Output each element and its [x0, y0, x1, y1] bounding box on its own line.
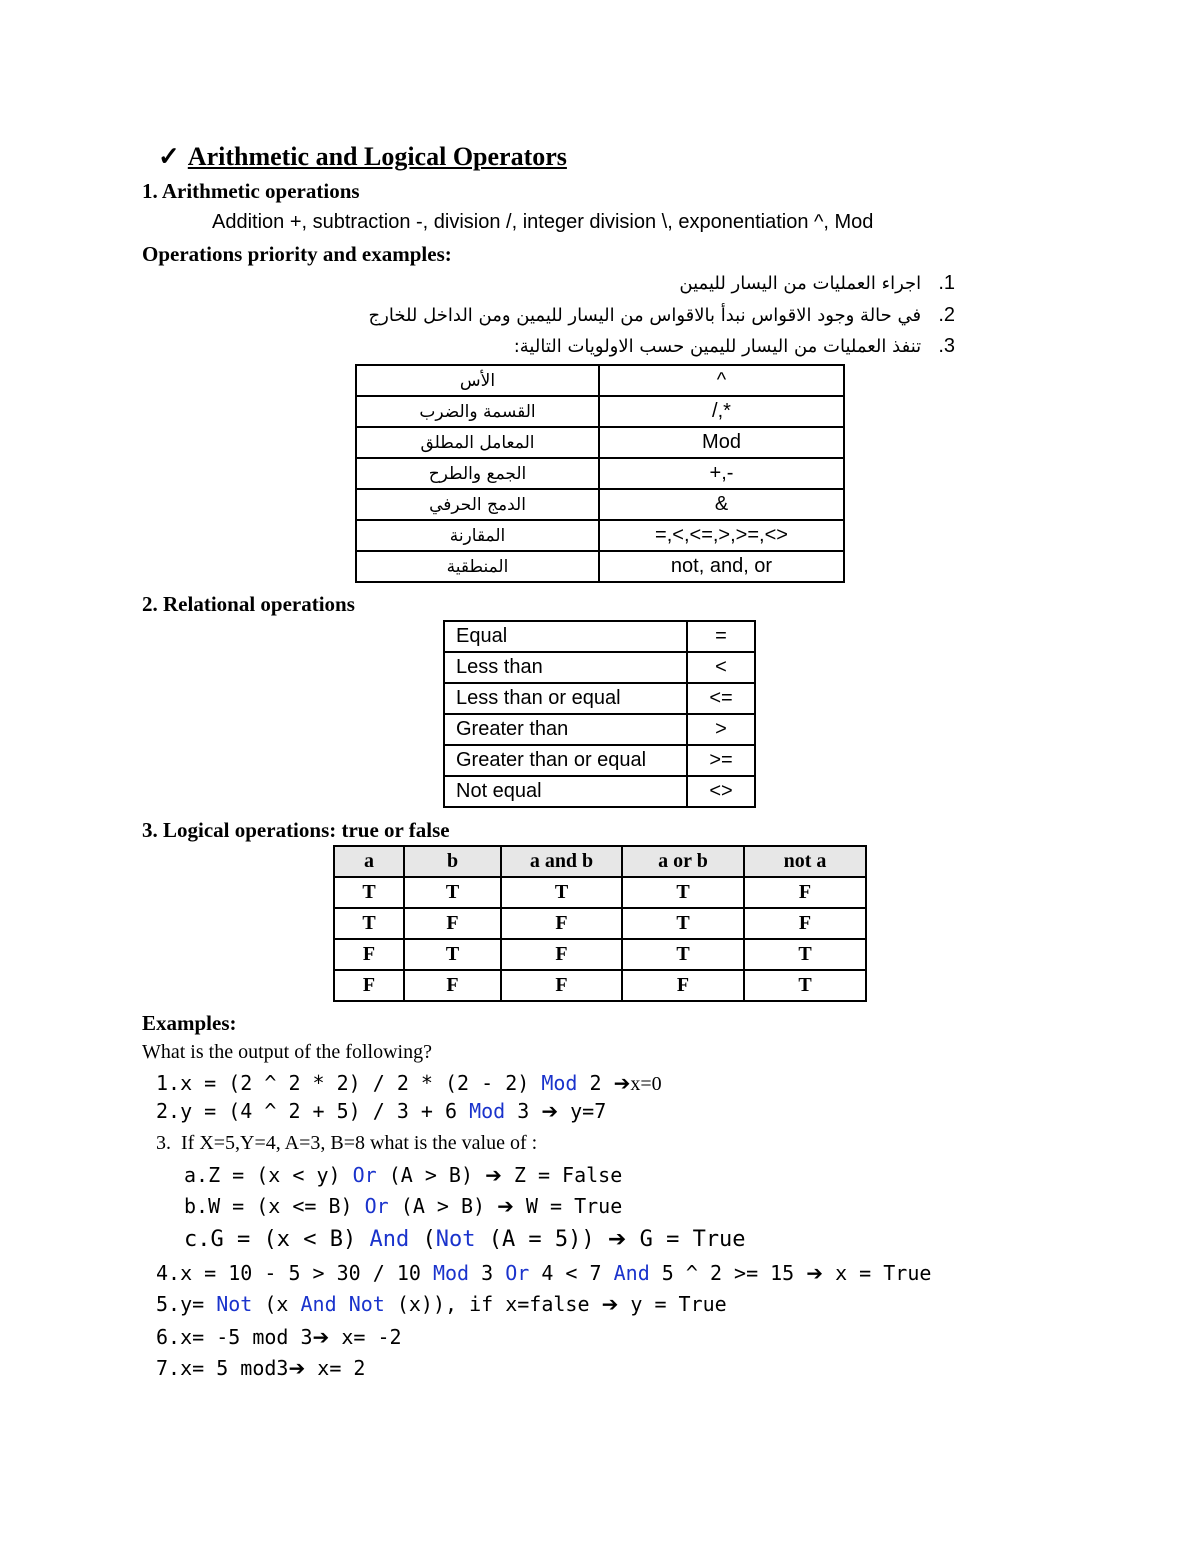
- example-6: 6.x= -5 mod 3➔ x= -2: [156, 1325, 402, 1349]
- truth-header-cell: a or b: [622, 846, 744, 877]
- example-2: 2.y = (4 ^ 2 + 5) / 3 + 6 Mod 3 ➔ y=7: [156, 1099, 607, 1123]
- truth-cell: F: [334, 970, 404, 1001]
- page-title-text: Arithmetic and Logical Operators: [187, 142, 567, 171]
- examples-question: What is the output of the following?: [142, 1041, 432, 1063]
- arrow-icon: ➔: [541, 1099, 559, 1123]
- arrow-icon: ➔: [288, 1356, 306, 1380]
- arabic-rule-1-text: اجراء العمليات من اليسار لليمين: [679, 273, 922, 294]
- checkmark-icon: ✓: [158, 142, 180, 171]
- table-row: [334, 939, 866, 970]
- table-row: [356, 458, 844, 489]
- priority-ar-cell: القسمة والضرب: [356, 396, 599, 427]
- priority-sym-cell: =,<,<=,>,>=,<>: [599, 520, 844, 551]
- section3-heading: 3. Logical operations: true or false: [142, 818, 450, 842]
- truth-cell: F: [744, 877, 866, 908]
- priority-ar-cell: الجمع والطرح: [356, 458, 599, 489]
- arabic-rule-2-text: في حالة وجود الاقواس نبدأ بالاقواس من اليسار لليمين ومن الداخل للخارج: [368, 305, 922, 326]
- example-3c: c.G = (x < B) And (Not (A = 5)) ➔ G = True: [184, 1227, 746, 1252]
- arrow-icon: ➔: [312, 1325, 330, 1349]
- priority-sym-cell: ^: [599, 365, 844, 396]
- priority-sym-cell: Mod: [599, 427, 844, 458]
- arrow-icon: ➔: [607, 1227, 627, 1252]
- arabic-rule-3: 3. تنفذ العمليات من اليسار لليمين حسب الاولويات التالية:: [513, 335, 955, 357]
- table-row: [356, 396, 844, 427]
- priority-sym-cell: +,-: [599, 458, 844, 489]
- truth-cell: T: [622, 877, 744, 908]
- truth-cell: F: [501, 970, 622, 1001]
- truth-header-cell: a: [334, 846, 404, 877]
- arrow-icon: ➔: [613, 1071, 631, 1095]
- example-1: 1.x = (2 ^ 2 * 2) / 2 * (2 - 2) Mod 2 ➔x=0: [156, 1071, 662, 1095]
- priority-ar-cell: الأس: [356, 365, 599, 396]
- truth-cell: T: [334, 908, 404, 939]
- priority-ar-cell: المعامل المطلق: [356, 427, 599, 458]
- examples-heading: Examples:: [142, 1011, 237, 1035]
- table-row: [356, 365, 844, 396]
- priority-heading: Operations priority and examples:: [142, 242, 452, 266]
- arrow-icon: ➔: [806, 1261, 824, 1285]
- priority-ar-cell: المنطقية: [356, 551, 599, 582]
- truth-cell: T: [404, 939, 501, 970]
- section2-heading: 2. Relational operations: [142, 592, 355, 616]
- truth-table: [333, 845, 867, 1002]
- arrow-icon: ➔: [497, 1194, 514, 1218]
- table-row: [356, 427, 844, 458]
- relational-sym-cell: >: [687, 714, 755, 745]
- truth-cell: T: [404, 877, 501, 908]
- table-header-row: [334, 846, 866, 877]
- page-title: [158, 142, 567, 172]
- table-row: [356, 551, 844, 582]
- priority-ar-cell: الدمج الحرفي: [356, 489, 599, 520]
- relational-sym-cell: <: [687, 652, 755, 683]
- table-row: [334, 908, 866, 939]
- truth-cell: F: [404, 970, 501, 1001]
- truth-cell: T: [501, 877, 622, 908]
- arithmetic-operators-line: Addition +, subtraction -, division /, integer division \, exponentiation ^, Mod: [212, 211, 874, 233]
- example-3a: a.Z = (x < y) Or (A > B) ➔ Z = False: [184, 1163, 623, 1187]
- example-3: 3. If X=5,Y=4, A=3, B=8 what is the value of :: [156, 1132, 538, 1154]
- section1-heading: 1. Arithmetic operations: [142, 179, 360, 203]
- arabic-rule-3-text: تنفذ العمليات من اليسار لليمين حسب الاولويات التالية:: [513, 336, 922, 357]
- truth-cell: T: [744, 939, 866, 970]
- truth-cell: F: [622, 970, 744, 1001]
- table-row: [444, 683, 755, 714]
- truth-cell: F: [501, 908, 622, 939]
- table-row: [334, 877, 866, 908]
- relational-sym-cell: <>: [687, 776, 755, 807]
- table-row: [444, 776, 755, 807]
- relational-sym-cell: =: [687, 621, 755, 652]
- arrow-icon: ➔: [601, 1292, 619, 1316]
- relational-sym-cell: >=: [687, 745, 755, 776]
- table-row: [444, 621, 755, 652]
- relational-name-cell: Not equal: [444, 776, 687, 807]
- truth-header-cell: b: [404, 846, 501, 877]
- priority-table: [355, 364, 845, 583]
- arabic-rule-1: 1. اجراء العمليات من اليسار لليمين: [679, 272, 955, 294]
- table-row: [444, 652, 755, 683]
- example-3b: b.W = (x <= B) Or (A > B) ➔ W = True: [184, 1194, 623, 1218]
- priority-ar-cell: المقارنة: [356, 520, 599, 551]
- table-row: [444, 714, 755, 745]
- relational-sym-cell: <=: [687, 683, 755, 714]
- truth-cell: T: [622, 908, 744, 939]
- truth-cell: F: [404, 908, 501, 939]
- truth-cell: F: [744, 908, 866, 939]
- priority-sym-cell: /,*: [599, 396, 844, 427]
- truth-cell: T: [744, 970, 866, 1001]
- relational-name-cell: Greater than: [444, 714, 687, 745]
- relational-name-cell: Greater than or equal: [444, 745, 687, 776]
- table-row: [356, 520, 844, 551]
- table-row: [334, 970, 866, 1001]
- relational-name-cell: Less than or equal: [444, 683, 687, 714]
- table-row: [356, 489, 844, 520]
- truth-cell: T: [334, 877, 404, 908]
- truth-header-cell: not a: [744, 846, 866, 877]
- truth-cell: F: [334, 939, 404, 970]
- relational-name-cell: Less than: [444, 652, 687, 683]
- truth-cell: F: [501, 939, 622, 970]
- relational-name-cell: Equal: [444, 621, 687, 652]
- example-5: 5.y= Not (x And Not (x)), if x=false ➔ y = True: [156, 1292, 727, 1316]
- priority-sym-cell: not, and, or: [599, 551, 844, 582]
- example-7: 7.x= 5 mod3➔ x= 2: [156, 1356, 366, 1380]
- table-row: [444, 745, 755, 776]
- arrow-icon: ➔: [485, 1163, 502, 1187]
- priority-sym-cell: &: [599, 489, 844, 520]
- example-4: 4.x = 10 - 5 > 30 / 10 Mod 3 Or 4 < 7 And 5 ^ 2 >= 15 ➔ x = True: [156, 1261, 932, 1285]
- arabic-rule-2: 2. في حالة وجود الاقواس نبدأ بالاقواس من اليسار لليمين ومن الداخل للخارج: [368, 304, 955, 326]
- truth-cell: T: [622, 939, 744, 970]
- relational-table: [443, 620, 756, 808]
- truth-header-cell: a and b: [501, 846, 622, 877]
